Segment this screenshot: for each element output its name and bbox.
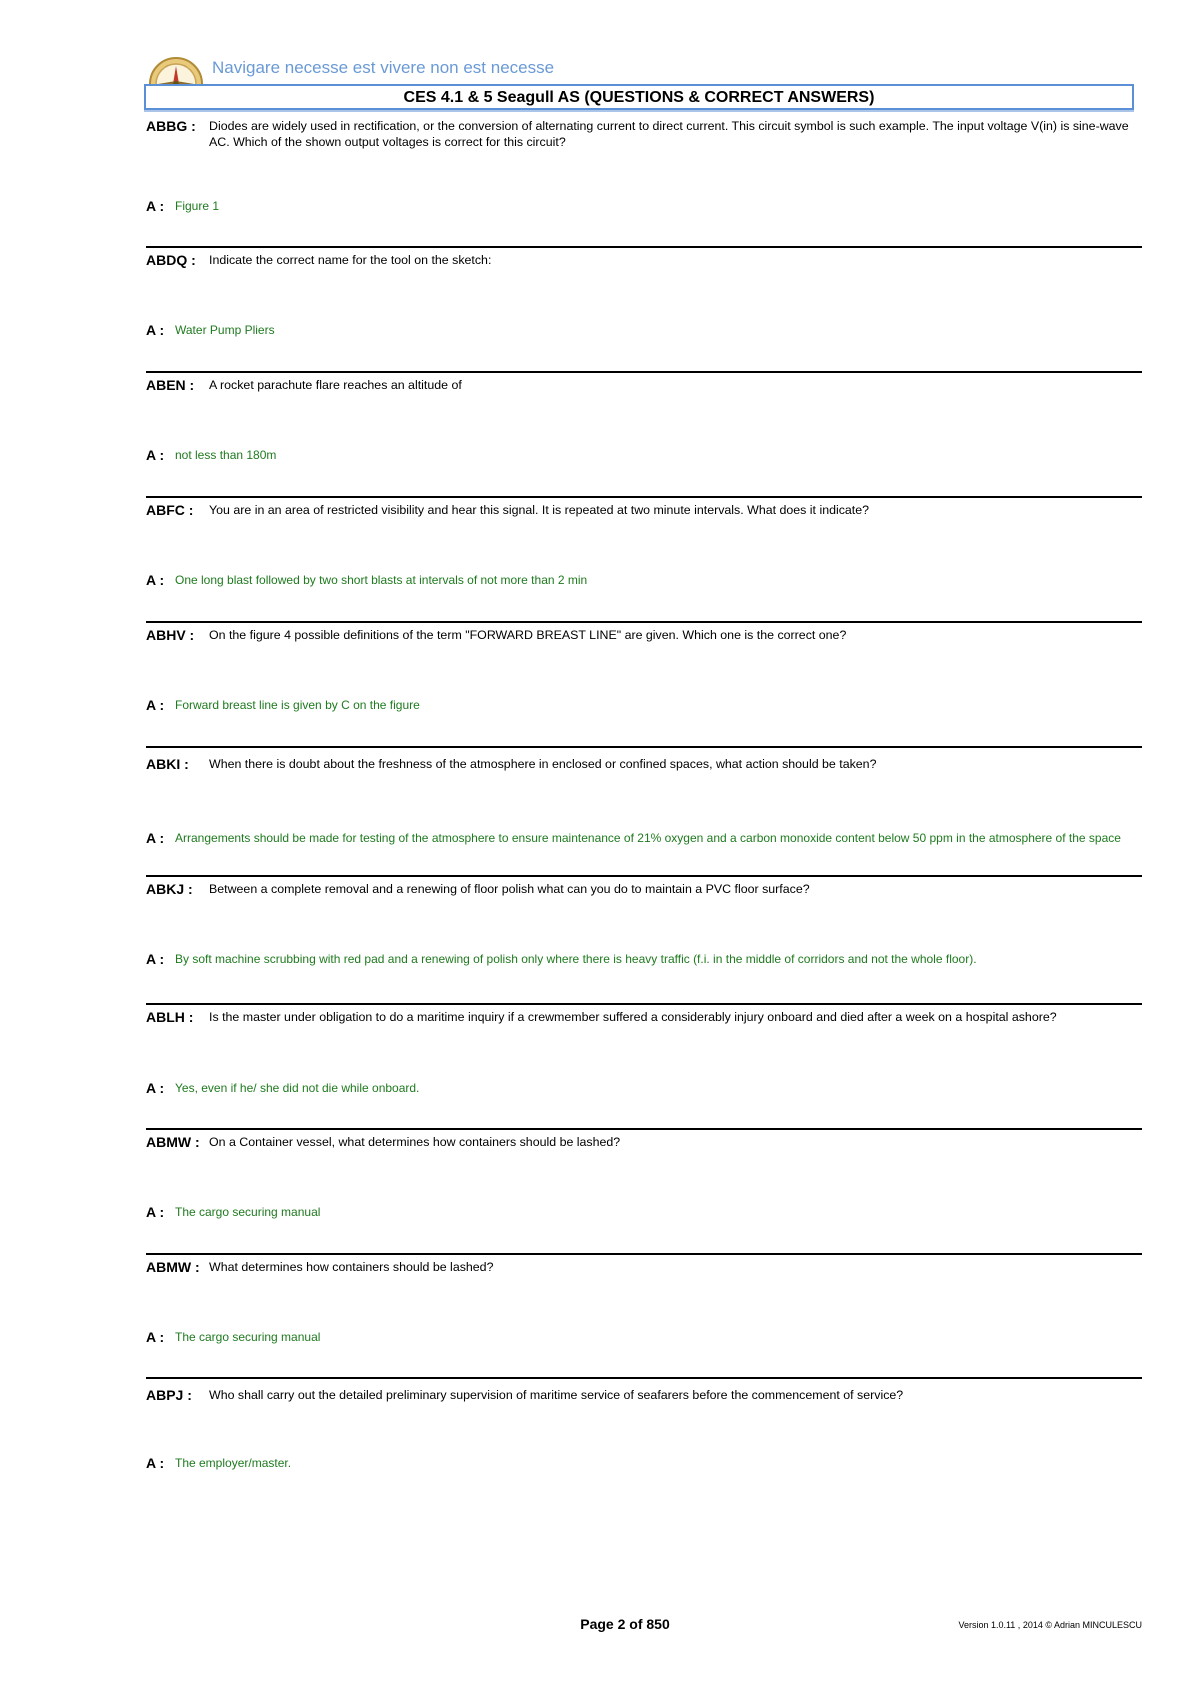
- version-text: Version 1.0.11 , 2014 © Adrian MINCULESCU: [958, 1620, 1142, 1630]
- question-line: [146, 881, 1142, 897]
- answer-text: The cargo securing manual: [175, 1330, 321, 1344]
- answer-line: [146, 572, 1142, 588]
- answer-text: By soft machine scrubbing with red pad and a renewing of polish only where there is heavy traffic (f.i. in the middle of corridors and not the whole floor).: [175, 952, 977, 966]
- answer-text: Forward breast line is given by C on the figure: [175, 698, 420, 712]
- answer-line: [146, 830, 1142, 846]
- answer-line: [146, 1080, 1142, 1096]
- question-text: Who shall carry out the detailed preliminary supervision of maritime service of seafarers before the commencement of service?: [209, 1388, 904, 1402]
- answer-label: A :: [146, 1080, 165, 1096]
- answer-label: A :: [146, 322, 165, 338]
- answer-line: [146, 1329, 1142, 1345]
- answer-line: [146, 697, 1142, 713]
- question-text: A rocket parachute flare reaches an altitude of: [209, 378, 462, 392]
- title-box: [144, 84, 1134, 110]
- question-line: [146, 1134, 1142, 1150]
- question-line: [146, 1009, 1142, 1025]
- question-line: [146, 502, 1142, 518]
- question-text: Diodes are widely used in rectification, or the conversion of alternating current to direct current. This circuit symbol is such example. The input voltage V(in) is sine-wave AC. Which of the shown output voltages is correct for this circuit?: [209, 119, 1129, 149]
- question-line: [146, 377, 1142, 393]
- answer-label: A :: [146, 1204, 165, 1220]
- answer-label: A :: [146, 697, 165, 713]
- question-line: [146, 627, 1142, 643]
- answer-label: A :: [146, 1329, 165, 1345]
- divider: [146, 1128, 1142, 1130]
- answer-line: [146, 447, 1142, 463]
- header-motto: Navigare necesse est vivere non est necesse: [212, 58, 555, 77]
- question-line: [146, 1387, 1142, 1403]
- divider: [146, 621, 1142, 623]
- page-title: CES 4.1 & 5 Seagull AS (QUESTIONS & CORRECT ANSWERS): [403, 89, 875, 106]
- question-code: ABPJ :: [146, 1387, 192, 1403]
- question-text: Indicate the correct name for the tool on the sketch:: [209, 253, 492, 267]
- divider: [146, 496, 1142, 498]
- divider: [146, 1253, 1142, 1255]
- answer-line: [146, 1204, 1142, 1220]
- question-code: ABDQ :: [146, 252, 196, 268]
- question-text: Is the master under obligation to do a maritime inquiry if a crewmember suffered a considerably injury onboard and died after a week on a hospital ashore?: [209, 1010, 1057, 1024]
- divider: [146, 371, 1142, 373]
- answer-label: A :: [146, 572, 165, 588]
- question-text: On a Container vessel, what determines how containers should be lashed?: [209, 1135, 621, 1149]
- question-line: [146, 252, 1142, 268]
- question-text: When there is doubt about the freshness of the atmosphere in enclosed or confined spaces, what action should be taken?: [209, 757, 877, 771]
- answer-line: [146, 198, 1142, 214]
- question-code: ABBG :: [146, 118, 196, 134]
- answer-line: [146, 1455, 1142, 1471]
- question-text: What determines how containers should be lashed?: [209, 1260, 494, 1274]
- question-text: On the figure 4 possible definitions of the term "FORWARD BREAST LINE" are given. Which one is the correct one?: [209, 628, 847, 642]
- question-code: ABMW :: [146, 1259, 200, 1275]
- question-code: ABMW :: [146, 1134, 200, 1150]
- answer-label: A :: [146, 198, 165, 214]
- question-line: [146, 756, 1142, 772]
- question-code: ABFC :: [146, 502, 194, 518]
- question-line: [146, 1259, 1142, 1275]
- question-text: You are in an area of restricted visibility and hear this signal. It is repeated at two minute intervals. What does it indicate?: [209, 503, 870, 517]
- question-text: Between a complete removal and a renewing of floor polish what can you do to maintain a PVC floor surface?: [209, 882, 810, 896]
- answer-label: A :: [146, 447, 165, 463]
- answer-line: [146, 322, 1142, 338]
- answer-text: Arrangements should be made for testing of the atmosphere to ensure maintenance of 21% oxygen and a carbon monoxide content below 50 ppm in the atmosphere of the space: [175, 831, 1121, 845]
- answer-text: Yes, even if he/ she did not die while onboard.: [175, 1081, 420, 1095]
- answer-line: [146, 951, 1142, 967]
- page-number: Page 2 of 850: [580, 1616, 670, 1632]
- answer-label: A :: [146, 830, 165, 846]
- answer-label: A :: [146, 1455, 165, 1471]
- answer-text: One long blast followed by two short blasts at intervals of not more than 2 min: [175, 573, 588, 587]
- answer-text: The cargo securing manual: [175, 1205, 321, 1219]
- answer-label: A :: [146, 951, 165, 967]
- question-code: ABEN :: [146, 377, 195, 393]
- question-code: ABHV :: [146, 627, 195, 643]
- question-line: [146, 118, 1142, 150]
- answer-text: Water Pump Pliers: [175, 323, 275, 337]
- divider: [146, 246, 1142, 248]
- divider: [146, 875, 1142, 877]
- answer-text: The employer/master.: [175, 1456, 292, 1470]
- page-header: [144, 56, 1142, 118]
- answer-text: not less than 180m: [175, 448, 277, 462]
- divider: [146, 1377, 1142, 1379]
- question-code: ABLH :: [146, 1009, 194, 1025]
- question-code: ABKI :: [146, 756, 189, 772]
- answer-text: Figure 1: [175, 199, 220, 213]
- divider: [146, 746, 1142, 748]
- divider: [146, 1003, 1142, 1005]
- question-code: ABKJ :: [146, 881, 193, 897]
